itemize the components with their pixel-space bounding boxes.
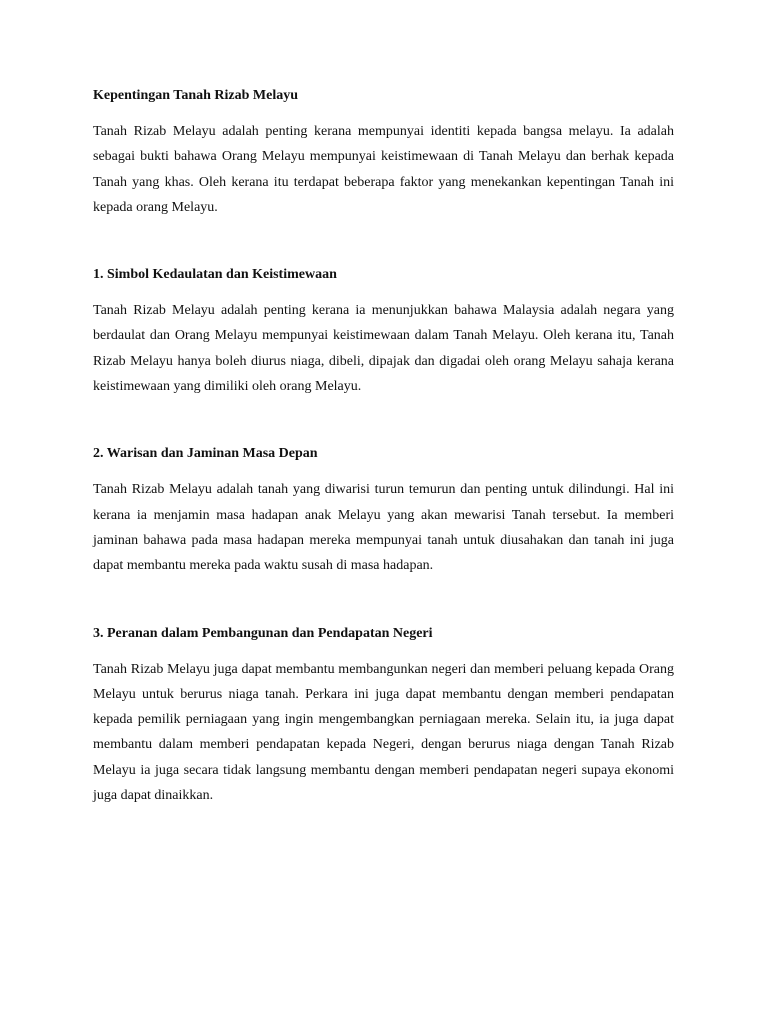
section-heading: 1. Simbol Kedaulatan dan Keistimewaan <box>93 267 337 283</box>
section-paragraph: Tanah Rizab Melayu adalah tanah yang diwarisi turun temurun dan penting untuk dilindungi. Hal ini kerana ia menjamin masa hadapan anak Melayu yang akan mewarisi Tanah tersebut. Ia memberi jaminan bahawa pada masa hadapan mereka mempunyai tanah untuk diusahakan dan tanah ini juga dapat membantu mereka pada waktu susah di masa hadapan. <box>93 482 674 574</box>
document-title: Kepentingan Tanah Rizab Melayu <box>93 88 298 103</box>
section-heading: 2. Warisan dan Jaminan Masa Depan <box>93 446 318 462</box>
section-paragraph: Tanah Rizab Melayu juga dapat membantu membangunkan negeri dan memberi peluang kepada Orang Melayu untuk berurus niaga tanah. Perkara ini juga dapat membantu dengan memberi pendapatan kepada pemilik perniagaan yang ingin mengembangkan perniagaan mereka. Selain itu, ia juga dapat membantu dalam memberi pendapatan kepada Negeri, dengan berurus niaga dengan Tanah Rizab Melayu ia juga secara tidak langsung membantu dengan memberi pendapatan negeri supaya ekonomi juga dapat dinaikkan. <box>93 661 674 804</box>
document-page <box>93 86 674 808</box>
section-pembangunan-pendapatan <box>93 624 674 809</box>
section-heading: 3. Peranan dalam Pembangunan dan Pendapatan Negeri <box>93 625 433 641</box>
section-warisan-jaminan <box>93 444 674 578</box>
section-simbol-kedaulatan <box>93 265 674 399</box>
intro-paragraph: Tanah Rizab Melayu adalah penting kerana mempunyai identiti kepada bangsa melayu. Ia adalah sebagai bukti bahawa Orang Melayu mempunyai keistimewaan di Tanah Melayu dan berhak kepada Tanah yang khas. Oleh kerana itu terdapat beberapa faktor yang menekankan kepentingan Tanah ini kepada orang Melayu. <box>93 124 674 215</box>
section-paragraph: Tanah Rizab Melayu adalah penting kerana ia menunjukkan bahawa Malaysia adalah negara yang berdaulat dan Orang Melayu mempunyai keistimewaan dalam Tanah Melayu. Oleh kerana itu, Tanah Rizab Melayu hanya boleh diurus niaga, dibeli, dipajak dan digadai oleh orang Melayu sahaja kerana keistimewaan yang dimiliki oleh orang Melayu. <box>93 303 674 395</box>
